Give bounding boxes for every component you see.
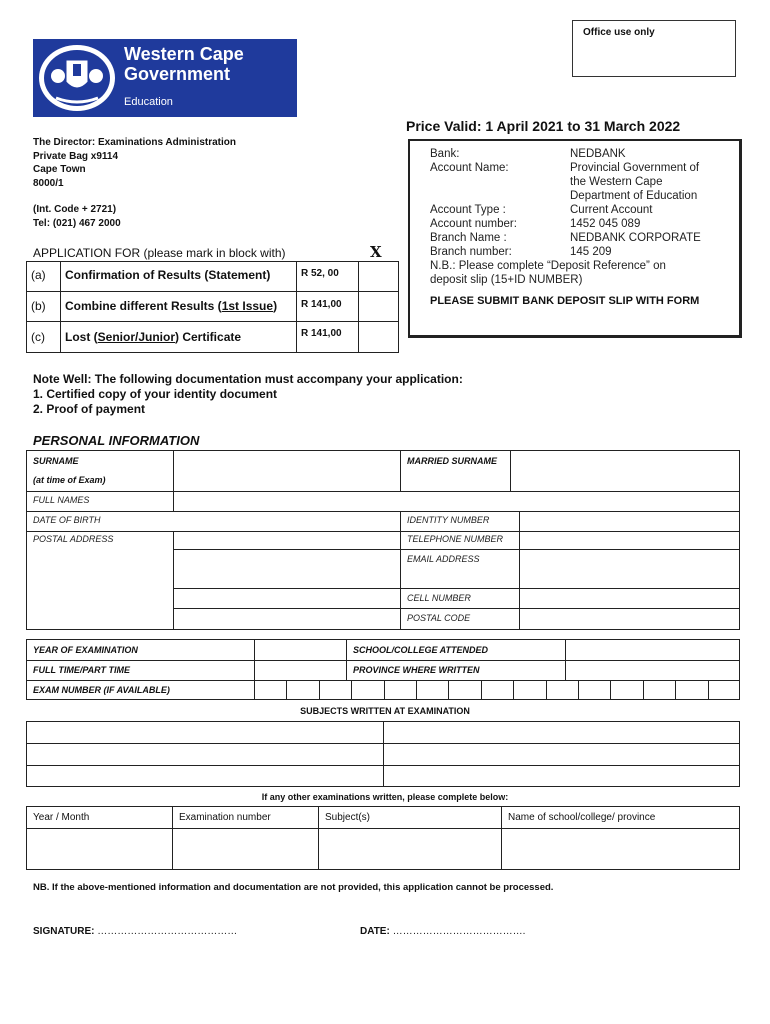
option-label: Lost (Senior/Junior) Certificate [61,322,297,353]
exam-number-digit-box[interactable] [449,681,479,699]
coat-of-arms-icon [36,42,118,114]
option-checkbox-a[interactable] [359,262,399,292]
deposit-note: N.B.: Please complete “Deposit Reference” on deposit slip (15+ID NUMBER) [430,260,666,286]
exam-number-digit-box[interactable] [676,681,706,699]
application-heading: APPLICATION FOR (please mark in block with) [33,246,286,260]
mark-x: X [370,243,382,261]
account-type-value: Current Account [570,204,653,216]
branch-name-value: NEDBANK CORPORATE [570,232,701,244]
subjects-table[interactable] [26,721,740,787]
at-time-label: (at time of Exam) [33,475,106,485]
account-number-value: 1452 045 089 [570,218,641,230]
exam-number-digit-box[interactable] [287,681,317,699]
exam-number-digit-box[interactable] [482,681,512,699]
note-well: Note Well: The following documentation must accompany your application: 1. Certified copy of your identity document 2. Proof of payment [33,372,463,416]
option-key: (a) [27,262,61,292]
full-names-input[interactable] [175,493,738,510]
exam-number-digit-box[interactable] [547,681,577,699]
option-row-b [27,292,399,322]
year-of-exam-label: YEAR OF EXAMINATION [33,645,138,655]
full-names-label: FULL NAMES [33,495,90,505]
exam-number-digit-box[interactable] [644,681,674,699]
exam-number-digit-box[interactable] [579,681,609,699]
office-use-box: Office use only [572,20,736,77]
date-line[interactable]: DATE: …………………………………. [360,926,526,937]
exam-number-digit-box[interactable] [385,681,415,699]
province-label: PROVINCE WHERE WRITTEN [353,665,480,675]
application-options-table [26,261,399,353]
postal-address-label: POSTAL ADDRESS [33,534,114,544]
brand-subtitle: Education [124,96,173,108]
bank-details-box [408,139,742,338]
col-subjects: Subject(s) [325,812,371,823]
col-exam-number: Examination number [179,812,271,823]
exam-number-label: EXAM NUMBER (IF AVAILABLE) [33,685,170,695]
bank-label: Bank: [430,148,460,160]
option-row-c [27,322,399,353]
identity-number-label: IDENTITY NUMBER [407,515,490,525]
option-price: R 141,00 [297,322,359,353]
fulltime-label: FULL TIME/PART TIME [33,665,130,675]
other-exams-heading: If any other examinations written, please complete below: [261,792,509,802]
exam-number-digit-box[interactable] [320,681,350,699]
exam-number-digit-box[interactable] [417,681,447,699]
surname-input[interactable] [175,453,399,490]
col-school: Name of school/college/ province [508,812,656,823]
branch-number-value: 145 209 [570,246,612,258]
account-name-label: Account Name: [430,162,509,174]
branch-number-label: Branch number: [430,246,512,258]
col-year-month: Year / Month [33,812,90,823]
nb-final: NB. If the above-mentioned information and documentation are not provided, this application cannot be processed. [33,882,554,893]
bank-value: NEDBANK [570,148,626,160]
option-row-a [27,262,399,292]
email-label: EMAIL ADDRESS [407,554,480,564]
account-name-value: Provincial Government of the Western Cape Department of Education [570,162,700,202]
exam-number-digit-box[interactable] [255,681,285,699]
personal-info-table [26,450,740,630]
exam-number-digit-box[interactable] [514,681,544,699]
submit-slip-note: PLEASE SUBMIT BANK DEPOSIT SLIP WITH FORM [430,295,700,307]
option-checkbox-c[interactable] [359,322,399,353]
identity-number-input[interactable] [521,513,738,530]
school-label: SCHOOL/COLLEGE ATTENDED [353,645,488,655]
brand-title: Western Cape Government [124,44,244,84]
address-block: The Director: Examinations Administration Private Bag x9114 Cape Town 8000/1 (Int. Code + 2721) Tel: (021) 467 2000 [33,137,236,229]
exam-details-table [26,639,740,700]
account-type-label: Account Type : [430,204,506,216]
option-label: Combine different Results (1st Issue) [61,292,297,322]
exam-number-digit-box[interactable] [611,681,641,699]
personal-info-heading: PERSONAL INFORMATION [33,433,200,448]
married-surname-label: MARRIED SURNAME [407,456,497,466]
option-price: R 52, 00 [297,262,359,292]
option-key: (b) [27,292,61,322]
exam-number-digit-box[interactable] [709,681,739,699]
cell-label: CELL NUMBER [407,593,471,603]
married-surname-input[interactable] [513,453,738,490]
option-label: Confirmation of Results (Statement) [61,262,297,292]
account-number-label: Account number: [430,218,517,230]
other-exams-table[interactable] [26,806,740,870]
option-checkbox-b[interactable] [359,292,399,322]
exam-number-digit-box[interactable] [352,681,382,699]
price-valid: Price Valid: 1 April 2021 to 31 March 2022 [406,118,681,134]
branch-name-label: Branch Name : [430,232,507,244]
dob-label: DATE OF BIRTH [33,515,101,525]
postal-code-label: POSTAL CODE [407,613,471,623]
signature-line[interactable]: SIGNATURE: …………………………………… [33,926,238,937]
subjects-heading: SUBJECTS WRITTEN AT EXAMINATION [300,706,470,716]
telephone-label: TELEPHONE NUMBER [407,534,504,544]
surname-label: SURNAME [33,456,79,466]
option-key: (c) [27,322,61,353]
option-price: R 141,00 [297,292,359,322]
